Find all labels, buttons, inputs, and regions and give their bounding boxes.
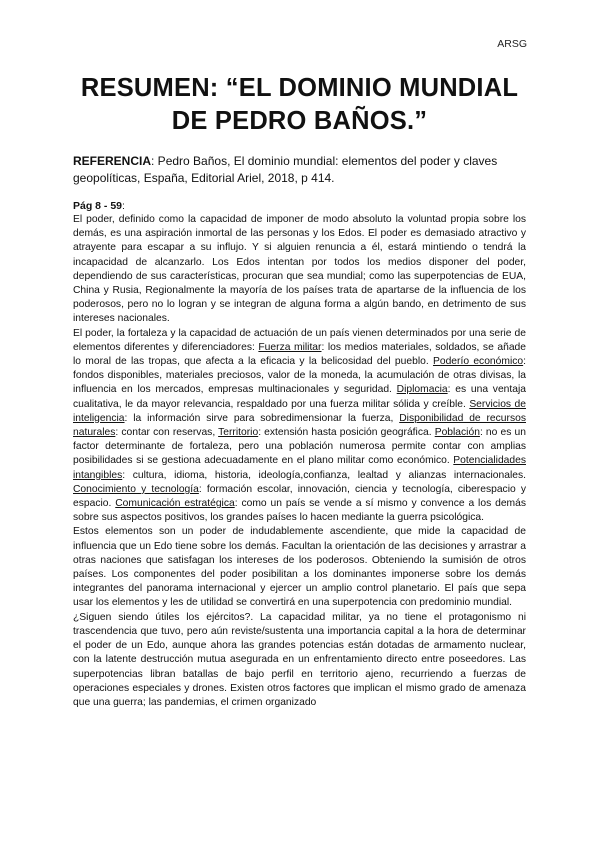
- p2-desc-8: : cultura, idioma, historia, ideología,confianza, lealtad y alianzas internacionales.: [122, 469, 526, 481]
- p2-desc-3: : es una ventaja cualitativa, le da mayor relevancia, respaldado por una fuerza militar sólida y creíble.: [73, 384, 527, 410]
- term-territorio: Territorio: [218, 427, 259, 439]
- p2-desc-6: : extensión hasta posición geográfica.: [258, 427, 435, 439]
- p2-desc-9: : formación escolar, innovación, ciencia y tecnología, ciberespacio y espacio.: [73, 483, 526, 510]
- term-potencialidades-intangibles: Potencialidades intangibles: [73, 455, 526, 481]
- p2-desc-5: : contar con reservas,: [115, 427, 219, 439]
- paragraph-4: ¿Siguen siendo útiles los ejércitos?. La capacidad militar, ya no tiene el protagonismo ni trascendencia que tuvo, pero aún reviste/sustenta una importancia capital a la hora de determinar el poder de un Edo, aunque ahora las grandes potencias están dotadas de armamento nuclear, con la latente destrucción mutua asegurada en un enfrentamiento directo entre poseedores. Las superpotencias libran batallas de bajo perfil en territorio ajeno, recurriendo a fuerzas de operaciones especiales y drones. Existen otros factores que implican el mismo grado de amenaza que una guerra; las pandemias, el crimen organizado: [73, 611, 526, 708]
- p2-desc-10: : como un país se vende a sí mismo y convence a los demás sobre sus aspectos positivos, los grandes países lo hacen mediante la guerra psicológica.: [73, 498, 526, 524]
- reference: [73, 153, 526, 186]
- body-text: [73, 213, 526, 710]
- title-line-1: RESUMEN: “EL DOMINIO MUNDIAL: [80, 74, 519, 102]
- term-fuerza-militar: Fuerza militar: [258, 341, 322, 353]
- pages-range: Pág 8 - 59: [73, 200, 123, 212]
- paragraph-1: El poder, definido como la capacidad de imponer de modo absoluto la voluntad propia sobre los demás, es una aspiración inmortal de las personas y los Edos. El poder es demasiado atractivo y atrayente para escapar a su influjo. Y si alguien renuncia a él, estará mintiendo o tendrá la incapacidad de alcanzarlo. Los Edos intentan por todos los medios disponer del poder, dependiendo de sus características, procuran que sea mundial; como las superpotencias de EUA, China y Rusia, Regionalmente la mayoría de los países trata de apartarse de la influencia de los poderosos, pero no lo logran y se integran de alguna forma a algún bando, en detrimento de sus intereses nacionales.: [73, 214, 526, 325]
- reference-text: : Pedro Baños, El dominio mundial: elementos del poder y claves geopolíticas, España, Editorial Ariel, 2018, p 414.: [73, 154, 498, 185]
- p2-desc-1: : los medios materiales, soldados, se añade lo moral de las tropas, que afecta a la eficacia y la belicosidad del pueblo.: [73, 341, 526, 368]
- pages-label: [73, 199, 526, 213]
- reference-label: REFERENCIA: [73, 154, 152, 168]
- term-recursos-naturales: Disponibilidad de recursos naturales: [73, 412, 526, 439]
- header-mark: ARSG: [497, 38, 527, 50]
- document-title: [73, 0, 526, 138]
- term-comunicacion-estrategica: Comunicación estratégica: [115, 498, 235, 510]
- p2-desc-4: : la información sirve para sobredimensionar la fuerza,: [124, 412, 400, 424]
- paragraph-3: Estos elementos son un poder de indudablemente ascendiente, que mide la capacidad de influencia que un Edo tiene sobre los demás. Facultan la orientación de las decisiones y arrastrar a otras naciones que satisfagan los intereses de los poderosos. Obteniendo la sumisión de otros países. Los componentes del poder posibilitan a los dominantes imponerse sobre los demás integrantes del panorama internacional y ejercer un amplio control planetario. El país que sepa usar los elementos y les de utilidad se convertirá en una superpotencia con predominio mundial.: [73, 526, 526, 609]
- p2-desc-7: : no es un factor determinante de fortaleza, pero una población numerosa permite contar con amplias posibilidades si se gestiona adecuadamente en el plano militar como económico.: [73, 427, 526, 467]
- title-line-2: DE PEDRO BAÑOS.”: [171, 107, 428, 135]
- term-poderio-economico: Poderío económico: [432, 356, 524, 368]
- p2-intro: El poder, la fortaleza y la capacidad de actuación de un país vienen determinados por una serie de elementos diferentes y diferenciadores:: [73, 327, 526, 353]
- term-conocimiento-tecnologia: Conocimiento y tecnología: [73, 483, 199, 495]
- term-servicios-inteligencia: Servicios de inteligencia: [73, 398, 526, 424]
- term-diplomacia: Diplomacia: [396, 384, 448, 396]
- term-poblacion: Población: [434, 427, 480, 439]
- p2-desc-2: : fondos disponibles, materiales preciosos, valor de la moneda, la acumulación de otras divisas, la influencia en los mercados, empresas multinacionales y seguridad.: [73, 356, 526, 396]
- paragraph-2: [73, 327, 526, 526]
- pages-colon: :: [122, 200, 125, 212]
